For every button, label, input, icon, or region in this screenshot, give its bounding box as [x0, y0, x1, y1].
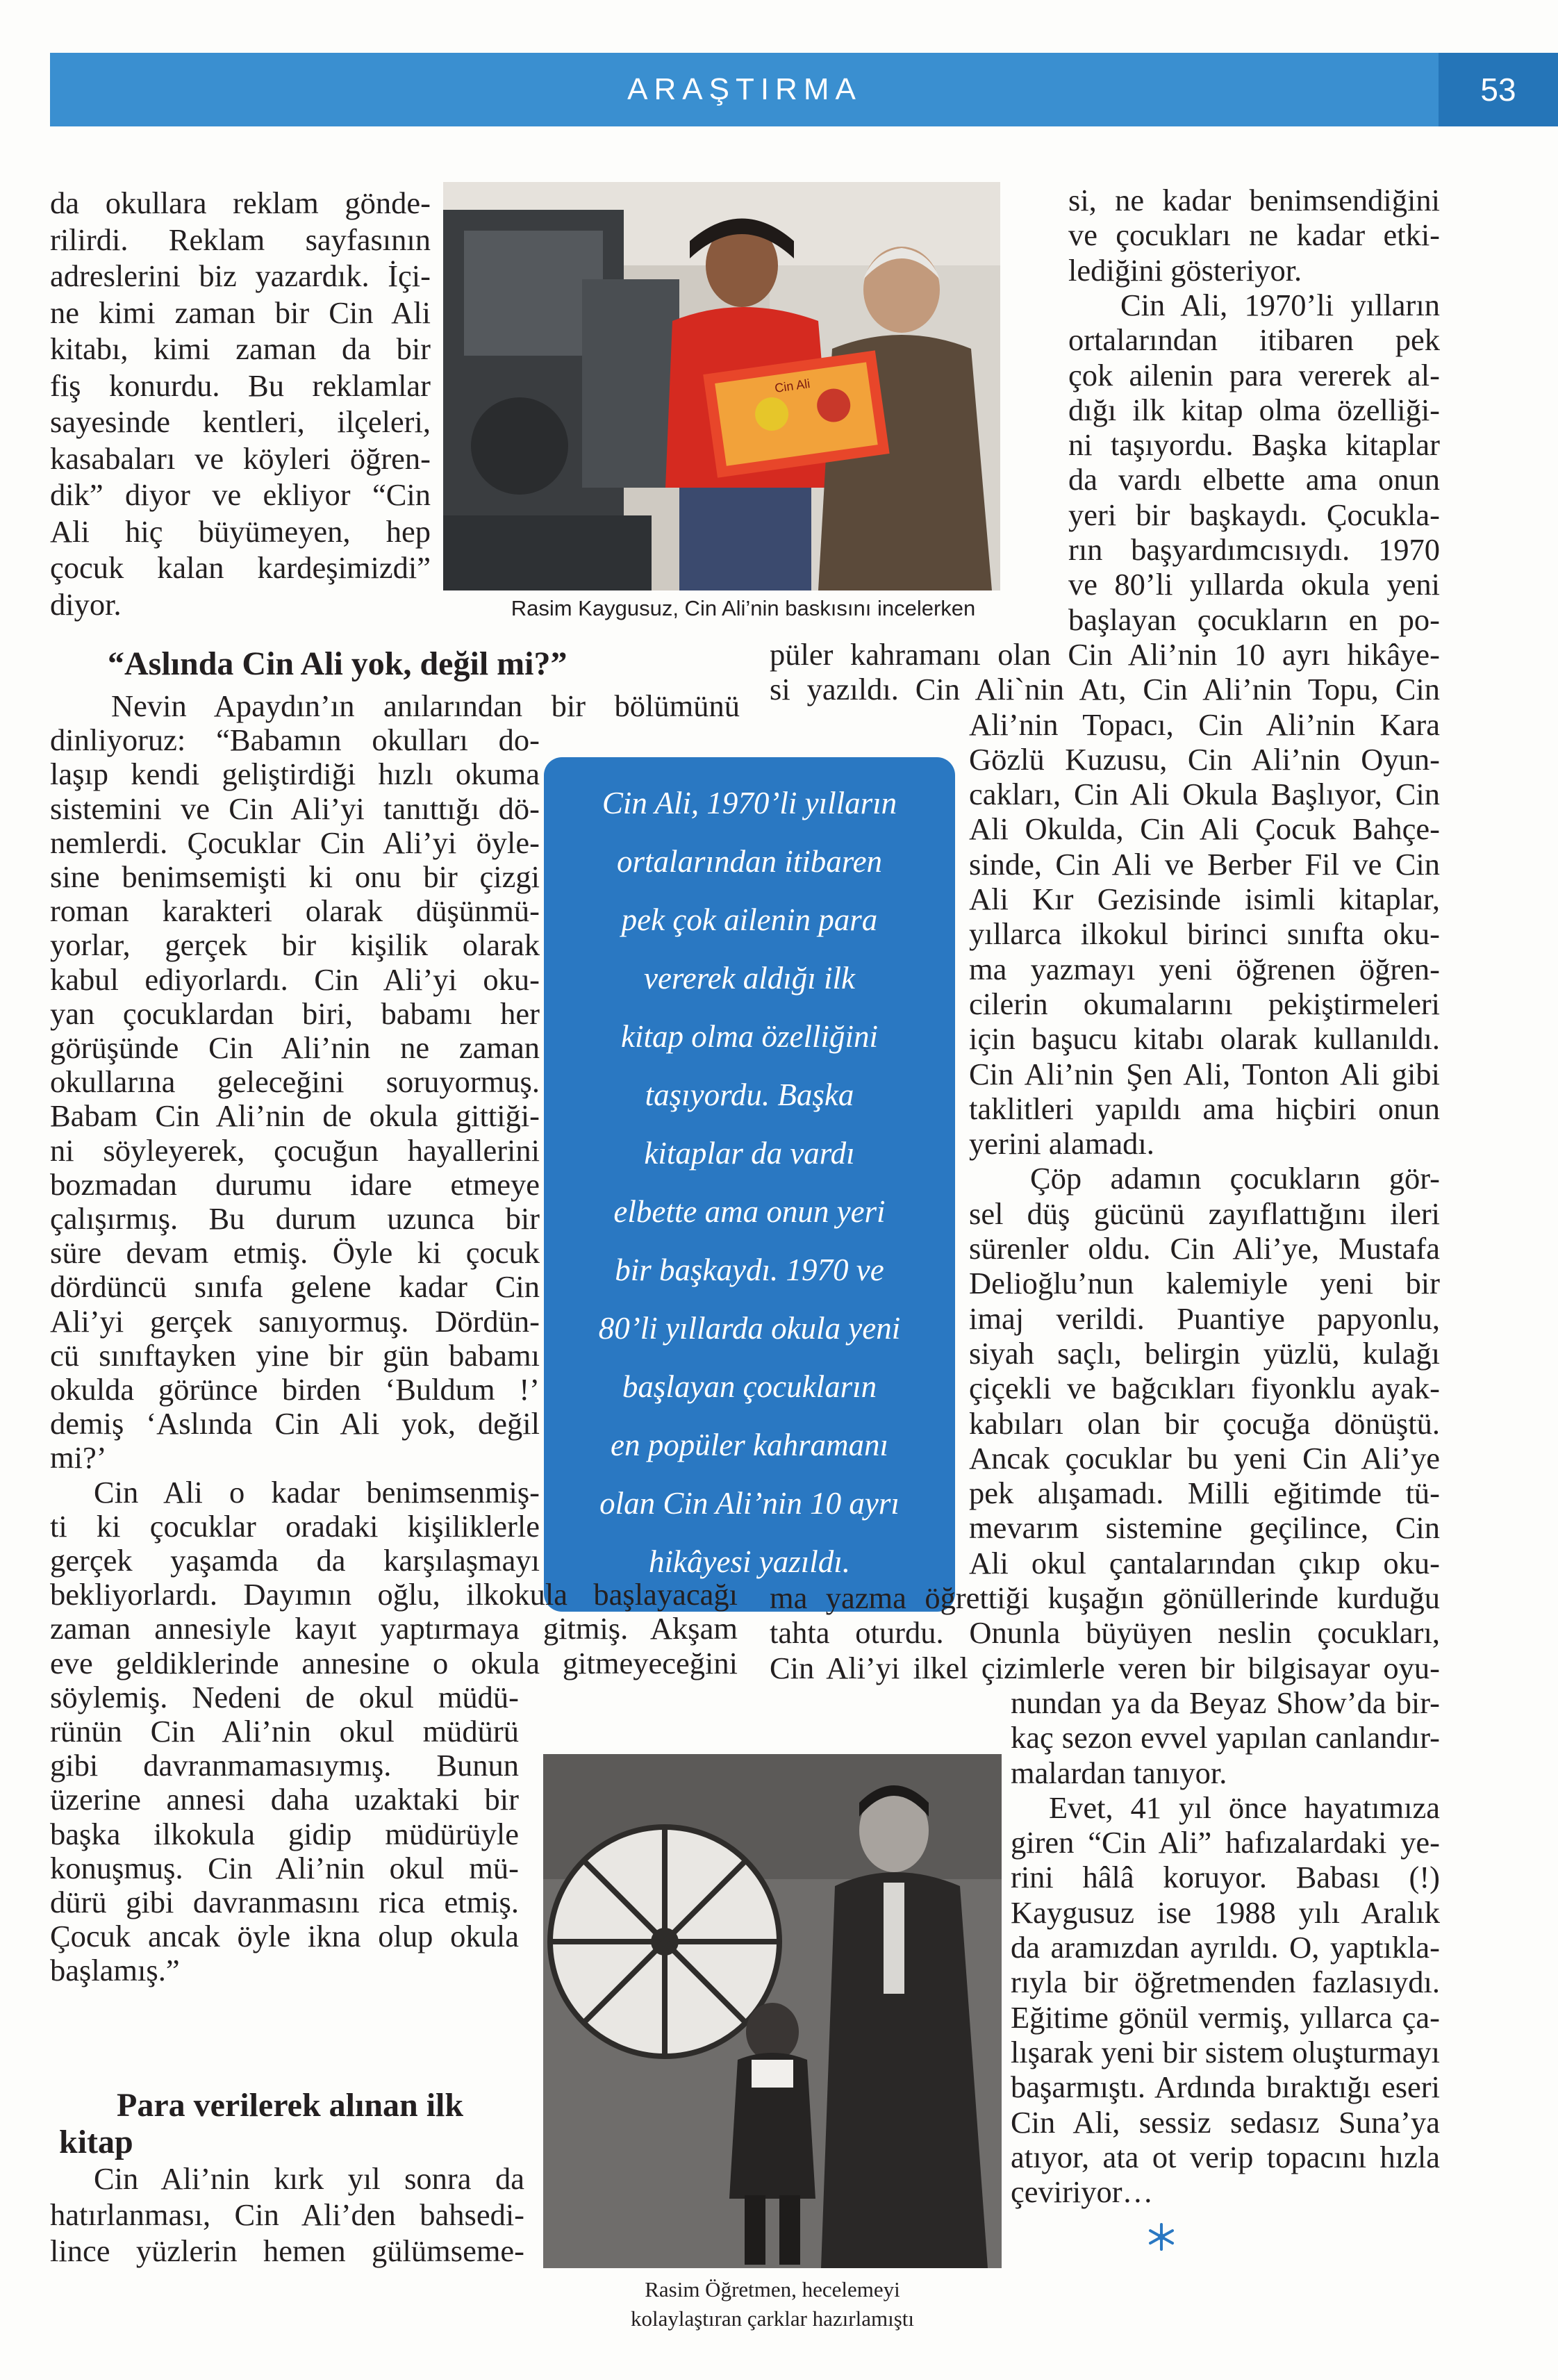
pull-quote-line: vererek aldığı ilk: [643, 961, 856, 995]
body-text-line: Cin Ali’nin Şen Ali, Tonton Ali gibi: [969, 1056, 1440, 1091]
pull-quote-line: bir başkaydı. 1970 ve: [615, 1253, 884, 1287]
pull-quote-line: başlayan çocukların: [622, 1369, 877, 1404]
body-text-line: rıyla bir öğretmenden fazlasıydı.: [1011, 1965, 1440, 2000]
pull-quote-line: elbette ama onun yeri: [613, 1194, 886, 1229]
body-text-line: rın başyardımcısıydı. 1970: [1068, 532, 1440, 567]
body-text-line: ti ki çocuklar oradaki kişiliklerle: [50, 1508, 540, 1544]
body-text-line: başarmıştı. Ardında bıraktığı eseri: [1011, 2069, 1440, 2105]
body-text-line: ne kimi zaman bir Cin Ali: [50, 295, 431, 330]
body-text-line: si yazıldı. Cin Ali`nin Atı, Cin Ali’nin Topu, Cin: [770, 672, 1440, 707]
body-text-line: taklitleri yapıldı ama hiçbiri onun: [969, 1091, 1440, 1126]
body-text-line: laşıp kendi geliştirdiği hızlı okuma: [50, 757, 540, 792]
body-text-line: cilerin okumalarını pekiştirmeleri: [969, 986, 1440, 1021]
body-text-line: imaj verildi. Puantiye papyonlu,: [969, 1300, 1440, 1336]
body-text-line: Ali’nin Topacı, Cin Ali’nin Kara: [969, 706, 1440, 742]
body-text-line: da okullara reklam gönde-: [50, 185, 431, 220]
body-text-line: Cin Ali’nin kırk yıl sonra da: [94, 2161, 524, 2196]
body-text-line: Cin Ali, sessiz sedasız Suna’ya: [1011, 2104, 1440, 2140]
body-text-line: mevarım sistemine geçilince, Cin: [969, 1510, 1440, 1546]
body-text-line: çiçekli ve bağcıkları fiyonklu ayak-: [969, 1371, 1440, 1406]
body-text-line: dürü gibi davranmasını rica etmiş.: [50, 1885, 519, 1919]
subheading-para-verilerek-2: kitap: [59, 2124, 133, 2160]
end-ornament-icon: [1147, 2222, 1176, 2251]
subheading-para-verilerek: Para verilerek alınan ilk: [117, 2087, 464, 2124]
body-text-line: Nevin Apaydın’ın anılarından bir bölümünü: [111, 688, 740, 723]
body-text-line: başlayan çocukların en po-: [1068, 602, 1440, 637]
pull-quote-line: kitap olma özelliğini: [621, 1019, 878, 1054]
body-text-line: diyor.: [50, 586, 122, 622]
pull-quote-line: olan Cin Ali’nin 10 ayrı: [599, 1486, 900, 1521]
body-text-line: sel düş gücünü zayıflattığını ileri: [969, 1196, 1440, 1231]
photo-top-caption: Rasim Kaygusuz, Cin Ali’nin baskısını incelerken: [511, 596, 976, 620]
body-text-line: gerçek yaşamda da karşılaşmayı: [50, 1543, 540, 1578]
body-text-line: ma yazmayı yeni öğrenen öğren-: [969, 951, 1440, 986]
body-text-line: nundan ya da Beyaz Show’da bir-: [1011, 1685, 1440, 1720]
body-text-line: atıyor, ata ot verip topacını hızla: [1011, 2139, 1440, 2174]
pull-quote-line: pek çok ailenin para: [621, 902, 878, 937]
body-text-line: lince yüzlerin hemen gülümseme-: [50, 2233, 524, 2268]
body-text-line: çalışırmış. Bu durum uzunca bir: [50, 1201, 540, 1236]
body-text-line: Cin Ali’yi ilkel çizimlerle veren bir bilgisayar oyu-: [770, 1650, 1440, 1685]
body-text-line: da vardı elbette ama onun: [1068, 462, 1440, 497]
body-text-line: sine benimsemişti ki onu bir çizgi: [50, 859, 540, 894]
section-title: ARAŞTIRMA: [627, 72, 862, 106]
section-header-bar: [50, 53, 1558, 126]
body-text-line: konuşmuş. Cin Ali’nin okul mü-: [50, 1850, 519, 1885]
body-text-line: kaç sezon evvel yapılan canlandır-: [1011, 1720, 1440, 1755]
body-text-line: roman karakteri olarak düşünmü-: [50, 893, 540, 929]
pull-quote-line: 80’li yıllarda okula yeni: [598, 1311, 901, 1346]
body-text-line: Ancak çocuklar bu yeni Cin Ali’ye: [969, 1440, 1440, 1476]
body-text-line: Çöp adamın çocukların gör-: [1030, 1161, 1440, 1196]
body-text-line: çok ailenin para vererek al-: [1068, 357, 1440, 392]
body-text-line: sinde, Cin Ali ve Berber Fil ve Cin: [969, 846, 1440, 882]
body-text-line: çeviriyor…: [1011, 2174, 1154, 2210]
body-text-line: Ali’yi gerçek sanıyormuş. Dördün-: [50, 1303, 540, 1339]
body-text-line: ni taşıyordu. Başka kitaplar: [1068, 427, 1440, 463]
body-text-line: yeri bir başkaydı. Çocukla-: [1068, 497, 1440, 532]
body-text-line: nemlerdi. Çocuklar Cin Ali’yi öyle-: [50, 825, 540, 860]
body-text-line: Ali Okulda, Cin Ali Çocuk Bahçe-: [969, 811, 1440, 847]
body-text-line: tahta oturdu. Onunla büyüyen neslin çocukları,: [770, 1615, 1440, 1651]
body-text-line: okullarına geleceğini soruyormuş.: [50, 1064, 540, 1100]
body-text-line: rini hâlâ koruyor. Babası (!): [1011, 1860, 1440, 1895]
body-text-line: ve çocukları ne kadar etki-: [1068, 217, 1440, 253]
body-text-line: dığı ilk kitap olma özelliği-: [1068, 392, 1440, 427]
body-text-line: hatırlanması, Cin Ali’den bahsedi-: [50, 2197, 524, 2232]
body-text-line: mi?’: [50, 1440, 107, 1476]
body-text-line: cakları, Cin Ali Okula Başlıyor, Cin: [969, 777, 1440, 812]
body-text-line: dinliyoruz: “Babamın okulları do-: [50, 722, 540, 758]
body-text-line: süre devam etmiş. Öyle ki çocuk: [50, 1235, 540, 1271]
body-text-line: ortalarından itibaren pek: [1068, 322, 1440, 358]
pull-quote-line: Cin Ali, 1970’li yılların: [602, 786, 897, 820]
body-text-line: demiş ‘Aslında Cin Ali yok, değil: [50, 1406, 540, 1441]
body-text-line: Kaygusuz ise 1988 yılı Aralık: [1011, 1894, 1440, 1930]
body-text-line: si, ne kadar benimsendiğini: [1068, 183, 1440, 217]
body-text-line: yan çocuklardan biri, babamı her: [50, 995, 540, 1031]
body-text-line: malardan tanıyor.: [1011, 1755, 1227, 1790]
body-text-line: ve 80’li yıllarda okula yeni: [1068, 567, 1440, 602]
body-text-line: kabul ediyorlardı. Cin Ali’yi oku-: [50, 961, 540, 997]
photo-bottom-caption-2: kolaylaştıran çarklar hazırlamıştı: [631, 2306, 914, 2331]
body-text-line: Ali hiç büyümeyen, hep: [50, 513, 431, 549]
body-text-line: siyah saçlı, belirgin yüzlü, kulağı: [969, 1335, 1440, 1371]
photo-teacher-wheels: [543, 1754, 1002, 2268]
body-text-line: sayesinde kentleri, ilçeleri,: [50, 404, 431, 439]
body-text-line: başlamış.”: [50, 1953, 180, 1988]
body-text-line: dik” diyor ve ekliyor “Cin: [50, 477, 431, 512]
body-text-line: lışarak yeni bir sistem oluşturmayı: [1011, 2034, 1440, 2069]
body-text-line: okulda görünce birden ‘Buldum !’: [50, 1372, 540, 1407]
pull-quote-line: en popüler kahramanı: [611, 1428, 888, 1462]
body-text-line: Gözlü Kuzusu, Cin Ali’nin Oyun-: [969, 741, 1440, 777]
body-text-line: gibi davranmamasıymış. Bunun: [50, 1748, 519, 1783]
page-number: 53: [1439, 53, 1558, 126]
body-text-line: cü sınıftayken yine bir gün babamı: [50, 1337, 540, 1373]
pull-quote-line: hikâyesi yazıldı.: [649, 1544, 850, 1579]
body-text-line: Delioğlu’nun kalemiyle yeni bir: [969, 1266, 1440, 1301]
body-text-line: püler kahramanı olan Cin Ali’nin 10 ayrı hikâye-: [770, 636, 1440, 672]
body-text-line: yıllarca ilkokul birinci sınıfta oku-: [969, 916, 1440, 952]
subheading-cin-ali-yok: “Aslında Cin Ali yok, değil mi?”: [108, 645, 567, 682]
body-text-line: rilirdi. Reklam sayfasının: [50, 222, 431, 257]
body-text-line: dördüncü sınıfa gelene kadar Cin: [50, 1269, 540, 1305]
pull-quote-line: taşıyordu. Başka: [645, 1077, 854, 1112]
body-text-line: eve geldiklerinde annesine o okula gitmeyeceğini: [50, 1645, 738, 1680]
body-text-line: pek alışamadı. Milli eğitimde tü-: [969, 1476, 1440, 1511]
pull-quote-line: ortalarından itibaren: [616, 844, 883, 879]
photo-bottom-caption-1: Rasim Öğretmen, hecelemeyi: [645, 2277, 900, 2302]
body-text-line: sürenler oldu. Cin Ali’ye, Mustafa: [969, 1231, 1440, 1266]
body-text-line: Cin Ali o kadar benimsenmiş-: [94, 1474, 540, 1510]
body-text-line: kabıları olan bir çocuğa dönüştü.: [969, 1405, 1440, 1441]
body-text-line: yerini alamadı.: [969, 1126, 1154, 1162]
body-text-line: fiş konurdu. Bu reklamlar: [50, 367, 431, 403]
body-text-line: lediğini gösteriyor.: [1068, 252, 1302, 288]
body-text-line: Eğitime gönül vermiş, yıllarca ça-: [1011, 1999, 1440, 2035]
photo-printing-press: [443, 182, 1000, 590]
booklet-title: Cin Ali: [774, 377, 811, 395]
body-text-line: ni söyleyerek, çocuğun hayallerini: [50, 1132, 540, 1168]
body-text-line: kitabı, kimi zaman da bir: [50, 331, 431, 366]
body-text-line: bekliyorlardı. Dayımın oğlu, ilkokula başlayacağı: [50, 1577, 738, 1612]
body-text-line: Ali okul çantalarından çıkıp oku-: [969, 1545, 1440, 1580]
body-text-line: rünün Cin Ali’nin okul müdürü: [50, 1714, 519, 1749]
body-text-line: Evet, 41 yıl önce hayatımıza: [1049, 1790, 1440, 1825]
body-text-line: giren “Cin Ali” hafızalardaki ye-: [1011, 1825, 1440, 1860]
body-text-line: üzerine annesi daha uzaktaki bir: [50, 1782, 519, 1817]
body-text-line: görüşünde Cin Ali’nin ne zaman: [50, 1030, 540, 1065]
body-text-line: çocuk kalan kardeşimizdi”: [50, 550, 431, 585]
body-text-line: ma yazma öğrettiği kuşağın gönüllerinde kurduğu: [770, 1580, 1440, 1615]
body-text-line: zaman annesiyle kayıt yaptırmaya gitmiş. Akşam: [50, 1611, 738, 1646]
body-text-line: Babam Cin Ali’nin de okula gittiği-: [50, 1098, 540, 1134]
body-text-line: yorlar, gerçek bir kişilik olarak: [50, 927, 540, 963]
body-text-line: kasabaları ve köyleri öğren-: [50, 440, 431, 476]
body-text-line: da aramızdan ayrıldı. O, yaptıkla-: [1011, 1930, 1440, 1965]
pull-quote-line: kitaplar da vardı: [644, 1136, 855, 1171]
body-text-line: başka ilkokula gidip müdürüyle: [50, 1816, 519, 1851]
body-text-line: Cin Ali, 1970’li yılların: [1120, 287, 1440, 322]
pull-quote-box: [544, 757, 955, 1612]
body-text-line: bozmadan durumu idare etmeye: [50, 1166, 540, 1202]
body-text-line: adreslerini biz yazardık. İçi-: [50, 258, 431, 293]
body-text-line: Ali Kır Gezisinde isimli kitaplar,: [969, 882, 1440, 916]
body-text-line: için başucu kitabı olarak kullanıldı.: [969, 1021, 1440, 1057]
body-text-line: söylemiş. Nedeni de okul müdü-: [50, 1679, 519, 1714]
body-text-line: sistemini ve Cin Ali’yi tanıttığı dö-: [50, 791, 540, 826]
body-text-line: Çocuk ancak öyle ikna olup okula: [50, 1919, 519, 1954]
